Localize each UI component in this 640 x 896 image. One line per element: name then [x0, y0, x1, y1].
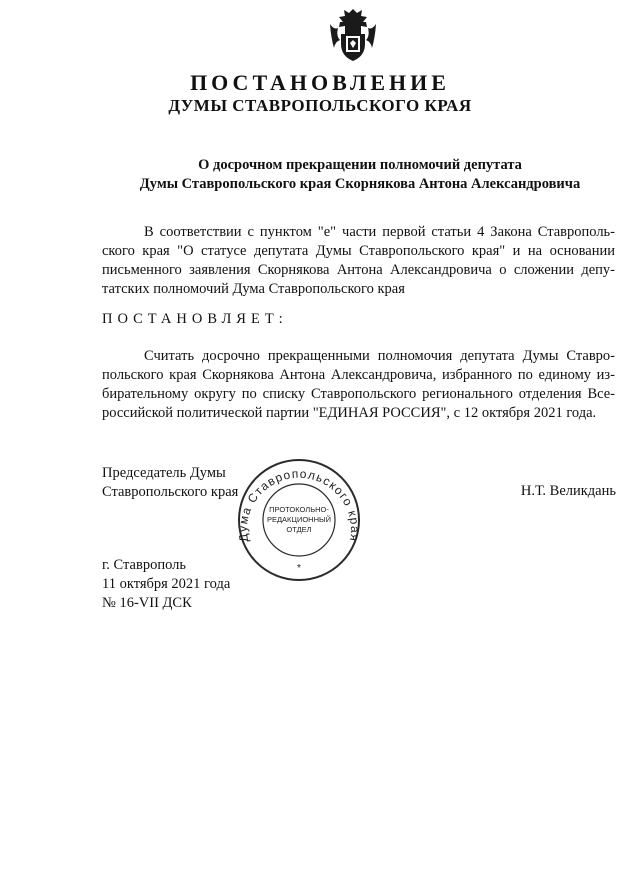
document-title: ПОСТАНОВЛЕНИЕ	[190, 70, 450, 95]
decision-line: российской политической партии "ЕДИНАЯ РОССИЯ", с 12 октября 2021 года.	[102, 405, 597, 421]
preamble-line: ского края "О статусе депутата Думы Ставропольского края" и на основании	[102, 243, 615, 259]
preamble-paragraph	[102, 223, 615, 299]
signature-position-line: Председатель Думы	[102, 465, 226, 481]
resolution-heading-line: Думы Ставропольского края Скорнякова Антона Александровича	[139, 176, 581, 192]
signature-position	[102, 464, 238, 502]
preamble-line: письменного заявления Скорнякова Антона Александровича о сложении депу-	[102, 262, 615, 278]
document-footer	[102, 556, 230, 613]
footer-number: № 16-VII ДСК	[102, 595, 192, 611]
stamp-outer-text: Дума Ставропольского края	[235, 466, 363, 544]
decision-line: бирательному округу по списку Ставропольского регионального отделения Все-	[102, 386, 615, 402]
preamble-line: татских полномочий Дума Ставропольского края	[102, 281, 405, 297]
stamp-inner-line: ПРОТОКОЛЬНО-	[269, 505, 329, 514]
footer-date: 11 октября 2021 года	[102, 576, 231, 592]
decision-paragraph	[102, 347, 615, 423]
official-stamp	[235, 456, 363, 584]
preamble-line: В соответствии с пунктом "е" части первой статьи 4 Закона Ставрополь-	[144, 224, 615, 240]
stamp-inner-line: ОТДЕЛ	[286, 525, 312, 534]
decision-line: Считать досрочно прекращенными полномочия депутата Думы Ставро-	[144, 348, 615, 364]
document-subtitle: ДУМЫ СТАВРОПОЛЬСКОГО КРАЯ	[168, 96, 472, 115]
coat-of-arms-icon	[327, 6, 379, 64]
signature-position-line: Ставропольского края	[102, 484, 239, 500]
stamp-inner-line: РЕДАКЦИОННЫЙ	[266, 515, 332, 524]
footer-city: г. Ставрополь	[102, 557, 187, 573]
stamp-star: *	[297, 563, 301, 574]
decree-word: ПОСТАНОВЛЯЕТ:	[102, 311, 288, 327]
resolution-heading-line: О досрочном прекращении полномочий депутата	[198, 157, 522, 173]
signatory-name: Н.Т. Великдань	[520, 483, 616, 499]
decision-line: польского края Скорнякова Антона Александровича, избранного по единому из-	[102, 367, 615, 383]
